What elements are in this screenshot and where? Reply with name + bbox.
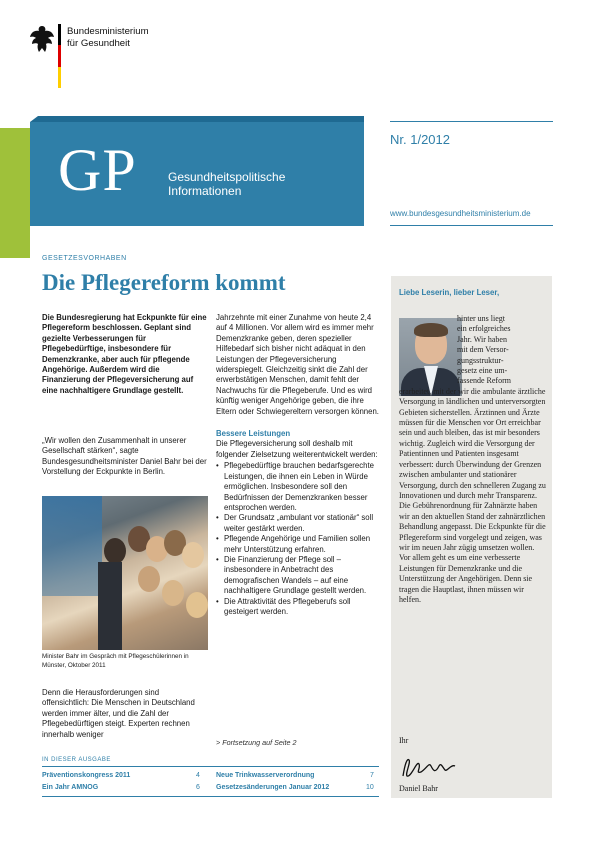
federal-eagle-icon <box>28 24 56 54</box>
toc-item[interactable]: Ein Jahr AMNOG <box>42 784 99 791</box>
ministry-logo <box>28 24 168 94</box>
article-column-2 <box>216 313 379 617</box>
toc-item[interactable]: Gesetzesänderungen Januar 2012 <box>216 784 330 791</box>
letter-line: fassende Reform <box>457 376 511 386</box>
letter-line: Jahr. Wir haben <box>457 334 507 344</box>
article-photo <box>42 496 208 650</box>
article-headline: Die Pflegereform kommt <box>42 270 286 295</box>
toc-page: 7 <box>370 772 374 779</box>
divider <box>42 766 379 767</box>
list-item: • Die Attraktivität des Pflegeberufs soll gesteigert werden. <box>216 597 379 618</box>
article-subheading: Bessere Leistungen <box>216 429 291 439</box>
website-link[interactable]: www.bundesgesundheitsministerium.de <box>390 209 531 218</box>
divider <box>390 121 553 122</box>
letter-line: gesetz eine um- <box>457 366 508 376</box>
list-item: • Der Grundsatz „ambulant vor stationär“ soll weiter gestärkt werden. <box>216 513 379 534</box>
signature <box>399 752 459 782</box>
article-paragraph: „Wir wollen den Zusammenhalt in unserer Gesellschaft stärken“, sagte Bundesgesundheitsminister Daniel Bahr bei der Vorstellung der Eckpunkte in Berlin. <box>42 436 207 477</box>
ministry-line-2: für Gesundheit <box>67 37 130 49</box>
divider <box>390 225 553 226</box>
toc-item[interactable]: Neue Trinkwasserverordnung <box>216 772 315 779</box>
article-lead: Die Bundesregierung hat Eckpunkte für eine Pflegereform beschlossen. Geplant sind gezielte Verbesserungen für Pflegebedürftige, insbesondere für Demenzkranke, aber auch für pflegende Angehörige. Außerdem wird die Finanzierung der Pflegeversicherung auf eine nachhaltigere Grundlage gestellt. <box>42 313 207 395</box>
ministry-name <box>67 26 149 49</box>
toc-page: 10 <box>366 784 374 791</box>
letter-line: mit dem Versor- <box>457 345 509 355</box>
continued-link[interactable]: > Fortsetzung auf Seite 2 <box>216 738 297 747</box>
letter-line: ein erfolgreiches <box>457 324 511 334</box>
accent-band <box>0 128 30 258</box>
masthead-subtitle <box>168 170 285 198</box>
bullet-list <box>216 461 379 617</box>
issue-number: Nr. 1/2012 <box>390 132 450 147</box>
letter-greeting: Liebe Leserin, lieber Leser, <box>399 288 500 297</box>
toc-item[interactable]: Präventionskongress 2011 <box>42 772 131 779</box>
article-paragraph: Denn die Herausforderungen sind offensichtlich: Die Menschen in Deutschland werden immer älter, und die Zahl der Pflegebedürftigen steigt. Experten rechnen innerhalb weniger <box>42 688 195 739</box>
letter-closing: Ihr <box>399 736 409 745</box>
list-item: • Pflegende Angehörige und Familien sollen mehr Unterstützung erfahren. <box>216 534 379 555</box>
list-item: • Pflegebedürftige brauchen bedarfsgerechte Leistungen, die ihnen ein Leben in Würde ermöglichen. Insbesondere soll den Bedürfnissen der Demenzkranken besser entsprochen werden. <box>216 461 379 513</box>
masthead-subtitle-line-1: Gesundheitspolitische <box>168 170 286 184</box>
toc-page: 6 <box>196 784 200 791</box>
toc-label: IN DIESER AUSGABE <box>42 757 111 763</box>
article-paragraph: Jahrzehnte mit einer Zunahme von heute 2,4 auf 4 Millionen. Vor allem wird es immer mehr Demenzkranke geben, deren spezieller Hilfebedarf sich bisher nicht adäquat in den Leistungen der Pflegeversicherung widerspiegelt. Gleichzeitig sinkt die Zahl der erwerbstätigen Menschen, damit fehlt der Nachwuchs für die Pflegeberufe. Und es wird künftig weniger Angehörige geben, die ihre Eltern oder Schwiegereltern versorgen können. <box>216 313 379 416</box>
photo-caption: Minister Bahr im Gespräch mit Pflegeschülerinnen in Münster, Oktober 2011 <box>42 653 189 669</box>
letter-body <box>399 314 547 605</box>
letter-line: gungsstruktur- <box>457 355 504 365</box>
masthead-subtitle-line-2: Informationen <box>168 184 242 198</box>
article-kicker: GESETZESVORHABEN <box>42 255 127 262</box>
masthead-title: GP <box>58 137 137 203</box>
ministry-line-1: Bundesministerium <box>67 26 149 37</box>
article-paragraph: Die Pflegeversicherung soll deshalb mit folgender Zielsetzung weiterentwickelt werden: <box>216 439 378 459</box>
list-item: • Die Finanzierung der Pflege soll – insbesondere in Anbetracht des demografischen Wandels – auf eine nachhaltigere Grundlage gestellt werden. <box>216 555 379 597</box>
letter-paragraph: erarbeitet, mit der wir die ambulante ärztliche Versorgung in ländlichen und unterversorgten Gebieten sicherstellen. Ärztinnen und Ärzte müssen für die Menschen vor Ort erreichbar sein und auch bleiben, das ist mir besonders wichtig. Zugleich wird die Versorgung der Patientinnen und Patienten insgesamt verbessert: durch Überwindung der Grenzen zwischen ambulanter und stationärer Versorgung, durch den schnelleren Zugang zu Innovationen und durch mehr Transparenz. Die Gebührenordnung für Zahnärzte haben wir an den aktuellen Stand der zahnärztlichen Behandlung angepasst. Die Eckpunkte für die Pflegereform sind vorgelegt und zeigen, was wir im neuen Jahr zügig umsetzen wollen. Vor allem geht es um eine verbesserte Leistungen für Demenzkranke und die Unterstützung der Angehörigen. Denn sie tragen die Hauptlast, ihnen müssen wir helfen. <box>399 386 546 604</box>
divider <box>42 796 379 797</box>
german-flag-stripe <box>58 24 61 88</box>
toc-page: 4 <box>196 772 200 779</box>
letter-line: hinter uns liegt <box>457 314 505 323</box>
letter-signer: Daniel Bahr <box>399 784 438 793</box>
